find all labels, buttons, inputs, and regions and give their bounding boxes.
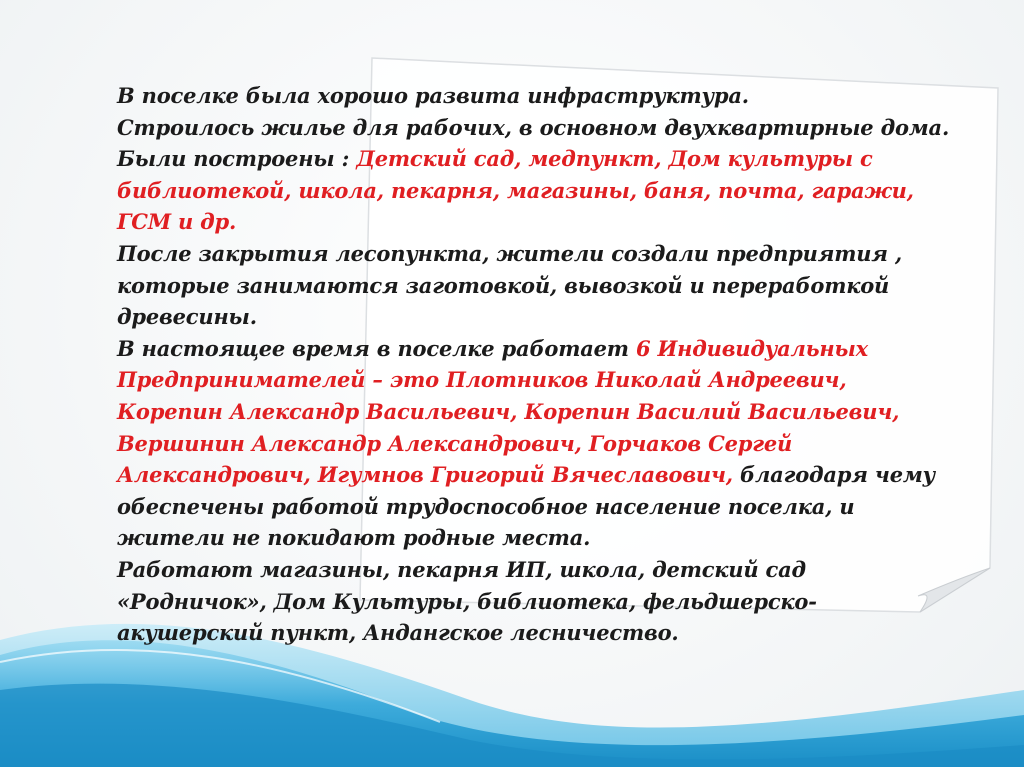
paragraph-4: После закрытия лесопункта, жители создали предприятия , которые занимаются заготовкой, вывозкой и переработкой древесины. [117,240,903,330]
paragraph-6: Работают магазины, пекарня ИП, школа, детский сад «Родничок», Дом Культуры, библиотека, фельдшерско-акушерский пункт, Андангское лесничество. [117,556,817,646]
paragraph-1: В поселке была хорошо развита инфраструктура. [117,83,749,108]
slide-text [73,80,953,649]
paragraph-2: Строилось жилье для рабочих, в основном двухквартирные дома. [117,114,950,140]
paragraph-3: Были построены : Детский сад, медпункт, Дом культуры с библиотекой, школа, пекарня, магазины, баня, почта, гаражи, ГСМ и др. [117,146,914,235]
paragraph-5: В настоящее время в поселке работает 6 Индивидуальных Предпринимателей – это Плотников Николай Андреевич, Корепин Александр Васильевич, Корепин Василий Васильевич, Вершинин Александр Александрович, Горчаков Сергей Александрович, Игумнов Григорий Вячеславович, благодаря чему обеспечены работой трудоспособное население поселка, и жители не покидают родные места. [117,335,936,551]
